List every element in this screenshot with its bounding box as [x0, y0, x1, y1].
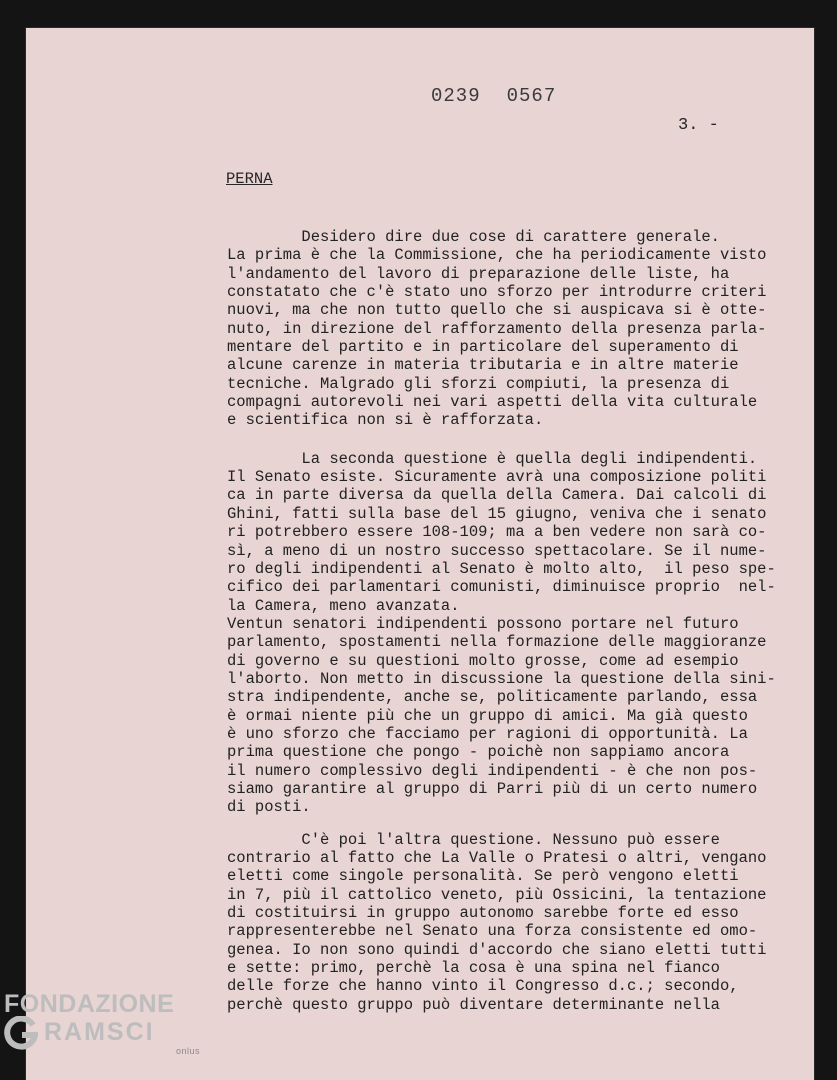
document-number-part-a: 0239	[431, 85, 481, 107]
watermark-line-2-text: RAMSCI	[44, 1018, 155, 1046]
watermark-line-2	[4, 1018, 174, 1046]
document-page	[26, 28, 814, 1080]
paragraph-3: C'è poi l'altra questione. Nessuno può essere contrario al fatto che La Valle o Pratesi o altri, vengano eletti come singole personalità. Se però vengono eletti in 7, più il cattolico veneto, più Ossicini, la tentazione di costituirsi in gruppo autonomo sarebbe forte ed esso rappresenterebbe nel Senato una forza consistente ed omo- genea. Io non sono quindi d'accordo che siano eletti tutti e sette: primo, perchè la cosa è una spina nel fianco delle forze che hanno vinto il Congresso d.c.; secondo, perchè questo gruppo può diventare determinante nella	[227, 830, 767, 1014]
fondazione-logo-icon	[4, 1016, 38, 1050]
paragraph-2: La seconda questione è quella degli indipendenti. Il Senato esiste. Sicuramente avrà una composizione politi ca in parte diversa da quella della Camera. Dai calcoli di Ghini, fatti sulla base del 15 giugno, veniva che i senato ri potrebbero essere 108-109; ma a ben vedere non sarà co- sì, a meno di un nostro successo spettacolare. Se il nume- ro degli indipendenti al Senato è molto alto, il peso spe- cifico dei parlamentari comunisti, diminuisce proprio nel- la Camera, meno avanzata. Ventun senatori indipendenti possono portare nel futuro parlamento, spostamenti nella formazione delle maggioranze di governo e su questioni molto grosse, come ad esempio l'aborto. Non metto in discussione la questione della sini- stra indipendente, anche se, politicamente parlando, essa è ormai niente più che un gruppo di amici. Ma già questo è uno sforzo che facciamo per ragioni di opportunità. La prima questione che pongo - poichè non sappiamo ancora il numero complessivo degli indipendenti - è che non pos- siamo garantire al gruppo di Parri più di un certo numero di posti.	[227, 449, 776, 817]
page-number: 3. -	[678, 116, 719, 135]
watermark-line-3: onlus	[176, 1046, 201, 1056]
speaker-heading: PERNA	[226, 170, 273, 188]
paragraph-1: Desidero dire due cose di carattere generale. La prima è che la Commissione, che ha periodicamente visto l'andamento del lavoro di preparazione delle liste, ha constatato che c'è stato uno sforzo per introdurre criteri nuovi, ma che non tutto quello che si auspicava si è otte- nuto, in direzione del rafforzamento della presenza parla- mentare del partito e in particolare del superamento di alcune carenze in materia tributaria e in altre materie tecniche. Malgrado gli sforzi compiuti, la presenza di compagni autorevoli nei vari aspetti della vita culturale e scientifica non si è rafforzata.	[227, 228, 767, 430]
watermark-logo	[4, 990, 201, 1056]
document-number	[431, 85, 556, 107]
document-body	[227, 228, 787, 1014]
document-number-part-b: 0567	[506, 85, 557, 107]
watermark-line-1: FONDAZIONE	[4, 990, 175, 1018]
